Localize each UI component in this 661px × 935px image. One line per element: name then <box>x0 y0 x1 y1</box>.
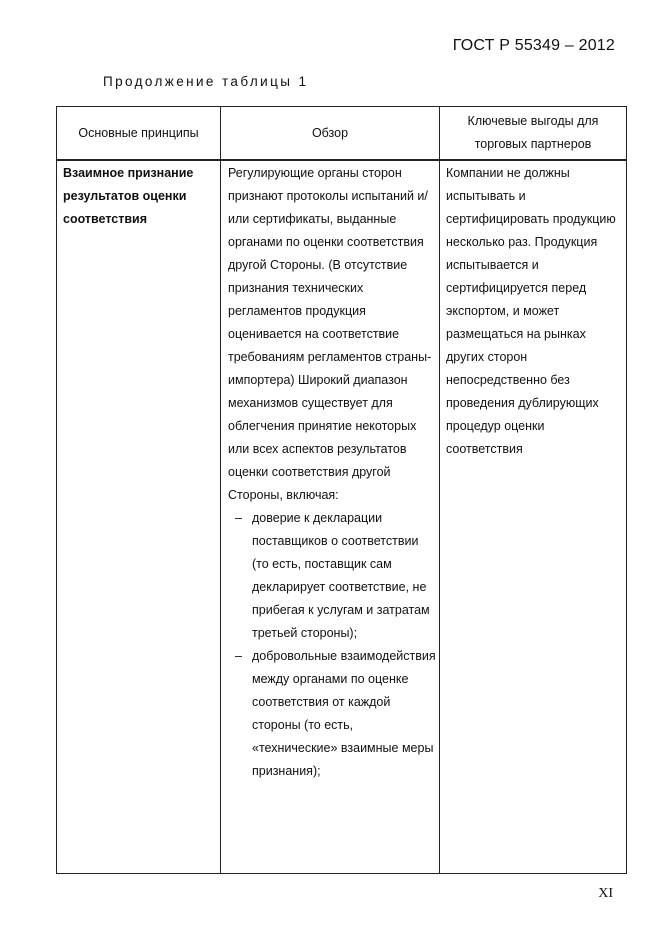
bullet-marker: – <box>235 511 242 525</box>
standard-code: ГОСТ Р 55349 – 2012 <box>452 37 615 54</box>
table-header-row <box>57 107 627 161</box>
bullet-text: доверие к декларации поставщиков о соответствии (то есть, поставщик сам декларирует соответствие, не прибегая к услугам и затратам третьей стороны); <box>252 511 430 640</box>
column-header-overview: Обзор <box>221 107 440 161</box>
benefits-text: Компании не должны испытывать и сертифицировать продукцию несколько раз. Продукция испытывается и сертифицируется перед экспортом, и может размещаться на рынках других сторон непосредственно без проведения дублирующих процедур оценки соответствия <box>446 166 616 456</box>
list-item <box>228 507 436 645</box>
list-item <box>228 645 436 783</box>
bullet-marker: – <box>235 649 242 663</box>
table-continuation-label: Продолжение таблицы 1 <box>103 74 309 89</box>
page-number: XI <box>598 886 613 901</box>
column-header-benefits: Ключевые выгоды для торговых партнеров <box>440 107 627 161</box>
principle-text: Взаимное признание результатов оценки соответствия <box>63 166 194 226</box>
overview-text: Регулирующие органы сторон признают протоколы испытаний и/или сертификаты, выданные органами по оценки соответствия другой Стороны. (В отсутствие признания технических регламентов продукция оценивается на соответствие требованиям регламентов страны-импортера) Широкий диапазон механизмов существует для облегчения принятие некоторых или всех аспектов результатов оценки соответствия другой Стороны, включая: <box>228 166 432 502</box>
benefits-cell <box>440 160 627 874</box>
column-header-principles: Основные принципы <box>57 107 221 161</box>
principle-cell <box>57 160 221 874</box>
principles-table <box>56 106 627 874</box>
overview-cell <box>221 160 440 874</box>
table-row <box>57 160 627 874</box>
bullet-text: добровольные взаимодействия между органами по оценке соответствия от каждой стороны (то есть, «технические» взаимные меры признания); <box>252 649 436 778</box>
